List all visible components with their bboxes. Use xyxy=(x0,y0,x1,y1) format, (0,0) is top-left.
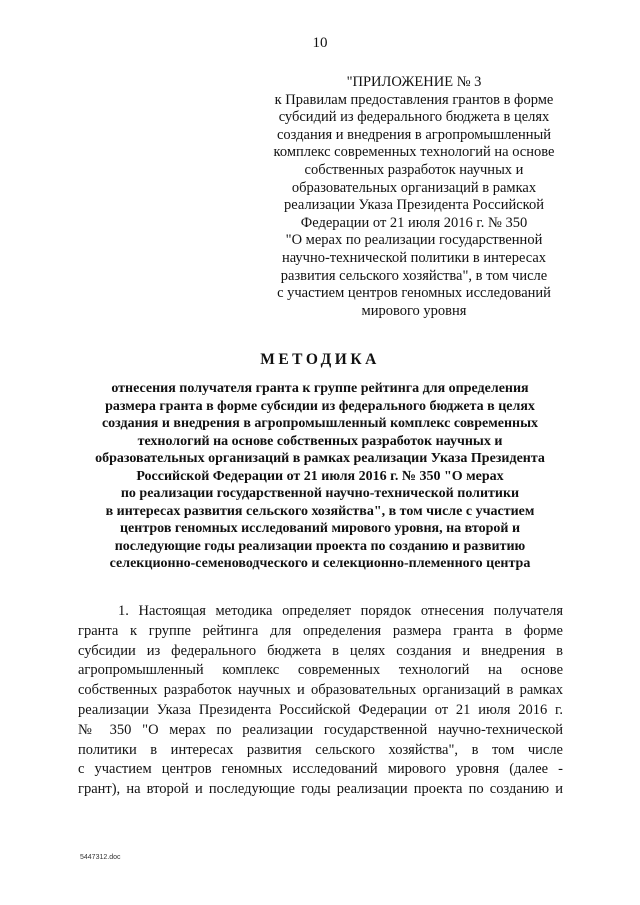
annex-line: с участием центров геномных исследований xyxy=(277,285,551,302)
subtitle-line: центров геномных исследований мирового уровня, на второй и xyxy=(119,521,521,536)
page-number: 10 xyxy=(312,35,328,51)
paragraph-line: политики в интересах развития сельского хозяйства", в том числе xyxy=(78,741,563,758)
annex-line: "О мерах по реализации государственной xyxy=(285,232,543,249)
file-name-footer: 5447312.doc xyxy=(80,854,121,861)
document-subtitle xyxy=(60,380,580,573)
subtitle-line: по реализации государственной научно-технической политики xyxy=(120,486,520,501)
document-title: МЕТОДИКА xyxy=(260,351,380,368)
paragraph-line: гранта к группе рейтинга для определения размера гранта в форме xyxy=(78,622,563,639)
paragraph-line: грант), на второй и последующие годы реализации проекта по созданию и xyxy=(78,781,563,798)
annex-line: научно-технической политики в интересах xyxy=(281,249,547,266)
annex-line: к Правилам предоставления грантов в форме xyxy=(274,91,554,108)
annex-line: Федерации от 21 июля 2016 г. № 350 xyxy=(300,214,528,231)
annex-line: "ПРИЛОЖЕНИЕ № 3 xyxy=(346,74,482,90)
paragraph-line: 1. Настоящая методика определяет порядок отнесения получателя xyxy=(118,603,563,619)
annex-header xyxy=(244,74,584,320)
subtitle-line: создания и внедрения в агропромышленный комплекс современных xyxy=(101,416,539,431)
subtitle-line: Российской Федерации от 21 июля 2016 г. № 350 "О мерах xyxy=(136,468,504,484)
annex-line: создания и внедрения в агропромышленный xyxy=(276,126,551,143)
subtitle-line: размера гранта в форме субсидии из федерального бюджета в целях xyxy=(105,398,535,414)
annex-line: собственных разработок научных и xyxy=(304,161,524,178)
annex-line: реализации Указа Президента Российской xyxy=(284,197,544,214)
paragraph-line: субсидии из федерального бюджета в целях создания и внедрения в xyxy=(78,642,563,659)
annex-line: образовательных организаций в рамках xyxy=(291,179,537,196)
subtitle-line: в интересах развития сельского хозяйства", в том числе с участием xyxy=(105,503,535,519)
annex-line: субсидий из федерального бюджета в целях xyxy=(278,109,550,126)
subtitle-line: последующие годы реализации проекта по созданию и развитию xyxy=(114,538,526,554)
annex-line: развития сельского хозяйства", в том числе xyxy=(280,267,548,284)
subtitle-line: селекционно-семеноводческого и селекционно-племенного центра xyxy=(109,556,531,571)
paragraph-line: собственных разработок научных и образовательных организаций в рамках xyxy=(78,682,563,699)
paragraph-line: № 350 "О мерах по реализации государственной научно-технической xyxy=(78,721,563,738)
subtitle-line: отнесения получателя гранта к группе рейтинга для определения xyxy=(111,381,529,396)
paragraph-line: агропромышленный комплекс современных технологий на основе xyxy=(78,662,563,679)
subtitle-line: образовательных организаций в рамках реализации Указа Президента xyxy=(95,451,545,466)
paragraph-1 xyxy=(78,602,563,800)
paragraph-line: реализации Указа Президента Российской Федерации от 21 июля 2016 г. xyxy=(78,701,563,718)
paragraph-line: с участием центров геномных исследований мирового уровня (далее - xyxy=(78,761,563,778)
subtitle-line: технологий на основе собственных разработок научных и xyxy=(137,433,503,449)
annex-line: мирового уровня xyxy=(361,302,467,319)
annex-line: комплекс современных технологий на основе xyxy=(273,144,555,161)
